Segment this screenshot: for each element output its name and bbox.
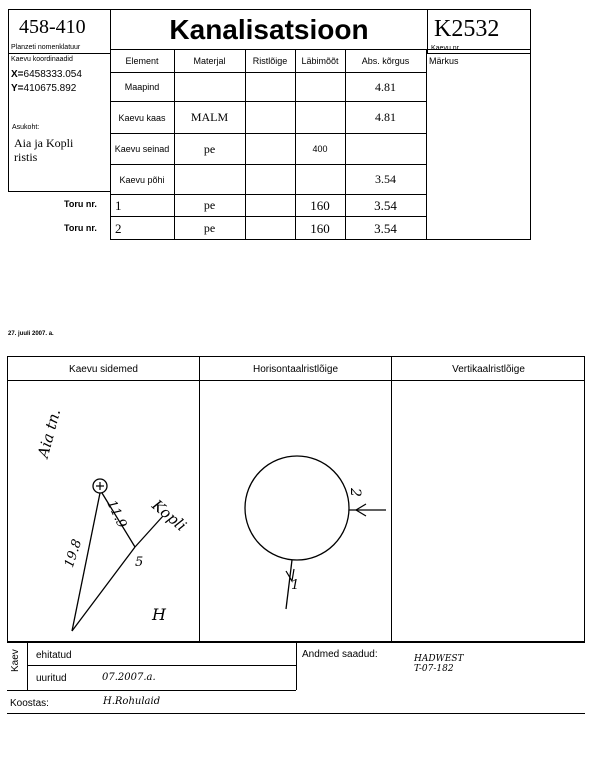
pipe-diameter: 160: [310, 220, 330, 236]
distance-label-3: 5: [135, 555, 144, 570]
x-label: X=: [11, 69, 24, 80]
column-header-vertical: Vertikaalristlõige: [452, 363, 525, 375]
column-header-horizontal: Horisontaalristlõige: [252, 363, 339, 375]
pipe-label: Toru nr.: [64, 199, 97, 209]
location-label: Asukoht:: [12, 124, 40, 131]
left-info-box: [8, 53, 111, 192]
well-number-box: [427, 9, 531, 54]
header-material: Materjal: [193, 56, 226, 66]
pipe-label: Toru nr.: [64, 223, 97, 233]
row-element: Kaevu seinad: [114, 144, 170, 154]
pipe-material: pe: [203, 198, 216, 212]
page-title: Kanalisatsioon: [169, 13, 369, 45]
well-number: K2532: [434, 16, 500, 42]
pipe-material: pe: [203, 221, 216, 235]
y-label: Y=: [11, 83, 24, 94]
row-height: 4.81: [375, 110, 396, 124]
horizontal-section-sketch: [200, 381, 390, 641]
row-height: 3.54: [375, 172, 396, 186]
title-box: [110, 9, 428, 50]
andmed-label: Andmed saadud:: [302, 649, 378, 660]
header-notes: Märkus: [429, 56, 459, 66]
pipe-number: 1: [115, 198, 122, 213]
header-diameter: Läbimõõt: [301, 56, 339, 66]
andmed-value-2: T-07-182: [414, 664, 454, 674]
row-material: MALM: [190, 110, 229, 124]
location-value: Aia ja Kopli ristis: [14, 136, 74, 164]
coords-label: Kaevu koordinaadid: [11, 56, 73, 63]
pipe-label-2: 2: [347, 488, 363, 497]
y-coordinate: [11, 83, 76, 94]
well-outline: [245, 456, 349, 560]
column-header-links: Kaevu sidemed: [69, 363, 138, 375]
kaev-label: Kaev: [10, 649, 21, 672]
row-diameter: 400: [312, 144, 328, 154]
uuritud-value: 07.2007.a.: [102, 672, 156, 683]
pipe-height: 3.54: [374, 197, 397, 213]
row-element: Kaevu põhi: [119, 174, 165, 185]
distance-label-1: 11.9: [103, 498, 130, 531]
header-abs-height: Abs. kõrgus: [361, 56, 410, 66]
row-element: Kaevu kaas: [118, 112, 166, 123]
uuritud-label: uuritud: [36, 673, 67, 684]
row-material: pe: [203, 141, 216, 156]
x-value: 6458333.054: [23, 69, 82, 80]
date-line: 27. juuli 2007. a.: [8, 331, 54, 337]
distance-label-2: 19.8: [62, 537, 86, 570]
pipe-label-1: 1: [291, 578, 300, 593]
koostas-label: Koostas:: [10, 698, 49, 709]
distance-label-4: H: [152, 605, 166, 624]
header-cross-section: Ristlõige: [252, 56, 288, 66]
row-height: 4.81: [375, 79, 396, 94]
nomenclature-label: Planzeti nomenklatuur: [11, 44, 81, 51]
ehitatud-label: ehitatud: [36, 650, 72, 661]
nomenclature-value: 458-410: [19, 16, 86, 38]
row-element: Maapind: [124, 82, 160, 92]
pipe-number: 2: [115, 221, 122, 236]
y-value: 410675.892: [23, 83, 77, 94]
x-coordinate: [11, 69, 82, 80]
koostas-value: H.Rohulaid: [103, 696, 161, 707]
andmed-value-1: HADWEST: [414, 654, 464, 664]
pipe-height: 3.54: [374, 220, 397, 236]
well-number-label: Kaevu nr: [431, 45, 460, 52]
street-label-aia: Aia tn.: [34, 406, 65, 460]
header-element: Element: [125, 56, 159, 66]
pipe-diameter: 160: [310, 197, 330, 213]
nomenclature-box: [8, 9, 111, 54]
street-label-kopli: Kopli: [148, 496, 190, 535]
